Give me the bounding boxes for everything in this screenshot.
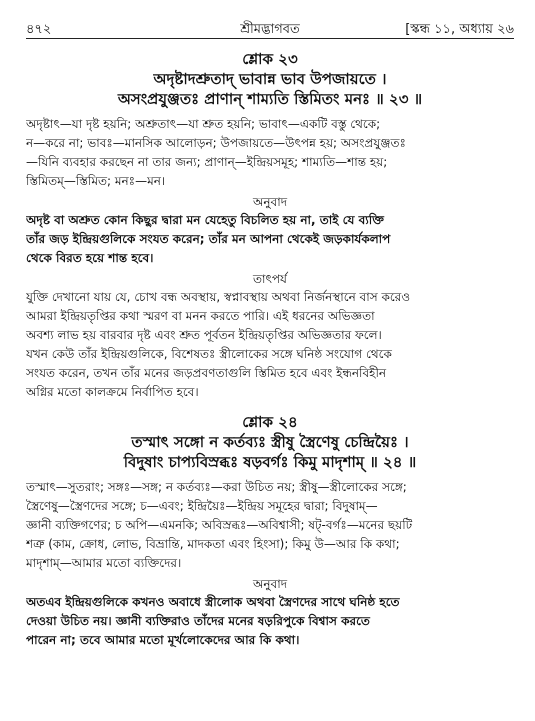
synonyms-line: স্তিমিতম্—স্তিমিত; মনঃ—মন।	[26, 174, 166, 188]
synonyms-line: জ্ঞানী ব্যক্তিগণের; চ অপি—এমনকি; অবিস্রব্ধঃ—অবিশ্বাসী; ষট্-বর্গঃ—মনের ছয়টি	[26, 518, 413, 532]
sloka-24-verse-line: তস্মাৎ সঙ্গো ন কর্তব্যঃ স্ত্রীষু স্ত্রৈণেষু চেন্দ্রিয়ৈঃ ।	[131, 433, 409, 451]
sloka-23-purport	[26, 288, 514, 402]
sloka-24-synonyms	[26, 478, 514, 573]
translation-line: দেওয়া উচিত নয়। জ্ঞানী ব্যক্তিরাও তাঁদের মনের ষড়রিপুকে বিশ্বাস করতে	[26, 614, 370, 628]
page-number: ৪৭২	[26, 22, 52, 37]
purport-line: আমরা ইন্দ্রিয়তৃপ্তির কথা স্মরণ বা মনন করতে পারি। এই ধরনের অভিজ্ঞতা	[26, 309, 375, 323]
synonyms-line: শত্রু (কাম, ক্রোধ, লোভ, বিভ্রান্তি, মাদকতা এবং হিংসা); কিমু উ—আর কি কথা;	[26, 537, 400, 551]
purport-line: অবশ্য লাভ হয় বারবার দৃষ্ট এবং শ্রুত পূর্বতন ইন্দ্রিয়তৃপ্তির অভিজ্ঞতার ফলে।	[26, 328, 382, 342]
translation-line: পারেন না; তবে আমার মতো মূর্খলোকেদের আর কি কথা।	[26, 633, 300, 647]
synonyms-line: তস্মাৎ—সুতরাং; সঙ্গঃ—সঙ্গ; ন কর্তব্যঃ—করা উচিত নয়; স্ত্রীষু—স্ত্রীলোকের সঙ্গে;	[26, 480, 407, 494]
sloka-24-translation-title: অনুবাদ	[252, 577, 288, 591]
translation-line: অতএব ইন্দ্রিয়গুলিকে কখনও অবাধে স্ত্রীলোক অথবা স্ত্রৈণদের সাথে ঘনিষ্ঠ হতে	[26, 595, 400, 609]
sloka-23-verse-line: অদৃষ্টাদশ্রুতাদ্ ভাবান্ন ভাব উপজায়তে ।	[153, 70, 387, 88]
purport-line: অগ্নির মতো কালক্রমে নির্বাপিত হবে।	[26, 385, 199, 399]
sloka-23-purport-title: তাৎপর্য	[253, 272, 287, 286]
sloka-23-synonyms	[26, 115, 514, 191]
translation-line: থেকে বিরত হয়ে শান্ত হবে।	[26, 251, 154, 265]
purport-line: সংযত করেন, তখন তাঁর মনের জড়প্রবণতাগুলি স্তিমিত হবে এবং ইন্ধনবিহীন	[26, 366, 387, 380]
sloka-23-verse-line: অসংপ্রযুঞ্জতঃ প্রাণান্ শাম্যতি স্তিমিতং মনঃ ॥ ২৩ ॥	[117, 90, 423, 108]
sloka-24-translation	[26, 593, 514, 650]
page	[26, 12, 514, 650]
sloka-23-title: শ্লোক ২৩	[242, 50, 298, 68]
sloka-23-translation	[26, 211, 514, 268]
synonyms-line: ন—করে না; ভাবঃ—মানসিক আলোড়ন; উপজায়তে—উৎপন্ন হয়; অসংপ্রযুঞ্জতঃ	[26, 136, 406, 150]
book-title: শ্রীমদ্ভাগবত	[240, 22, 300, 37]
synonyms-line: মাদৃশাম্—আমার মতো ব্যক্তিদের।	[26, 556, 182, 570]
translation-line: তাঁর জড় ইন্দ্রিয়গুলিকে সংযত করেন; তাঁর মন আপনা থেকেই জড়কার্যকলাপ	[26, 232, 391, 246]
synonyms-line: স্ত্রৈণেষু—স্ত্রৈণদের সঙ্গে; চ—এবং; ইন্দ্রিয়ৈঃ—ইন্দ্রিয় সমূহের দ্বারা; বিদুষাম্—	[26, 499, 378, 513]
purport-line: যখন কেউ তাঁর ইন্দ্রিয়গুলিকে, বিশেষতঃ স্ত্রীলোকের সঙ্গে ঘনিষ্ঠ সংযোগ থেকে	[26, 347, 392, 361]
chapter-reference: [স্কন্ধ ১১, অধ্যায় ২৬	[405, 22, 514, 37]
purport-line: যুক্তি দেখানো যায় যে, চোখ বন্ধ অবস্থায়, স্বপ্নাবস্থায় অথবা নির্জনস্থানে বাস করেও	[26, 290, 411, 304]
page-header	[26, 12, 514, 38]
sloka-24-title: শ্লোক ২৪	[242, 413, 298, 431]
sloka-23-translation-title: অনুবাদ	[252, 195, 288, 209]
synonyms-line: অদৃষ্টাৎ—যা দৃষ্ট হয়নি; অশ্রুতাৎ—যা শ্রুত হয়নি; ভাবাৎ—একটি বস্তু থেকে;	[26, 117, 381, 131]
sloka-24-verse-line: বিদুষাং চাপ্যবিস্রব্ধঃ ষড়বর্গঃ কিমু মাদৃশাম্ ॥ ২৪ ॥	[123, 453, 417, 471]
synonyms-line: —যিনি ব্যবহার করছেন না তার জন্য; প্রাণান্—ইন্দ্রিয়সমূহ; শাম্যতি—শান্ত হয়;	[26, 155, 388, 169]
translation-line: অদৃষ্ট বা অশ্রুত কোন কিছুর দ্বারা মন যেহেতু বিচলিত হয় না, তাই যে ব্যক্তি	[26, 213, 384, 227]
